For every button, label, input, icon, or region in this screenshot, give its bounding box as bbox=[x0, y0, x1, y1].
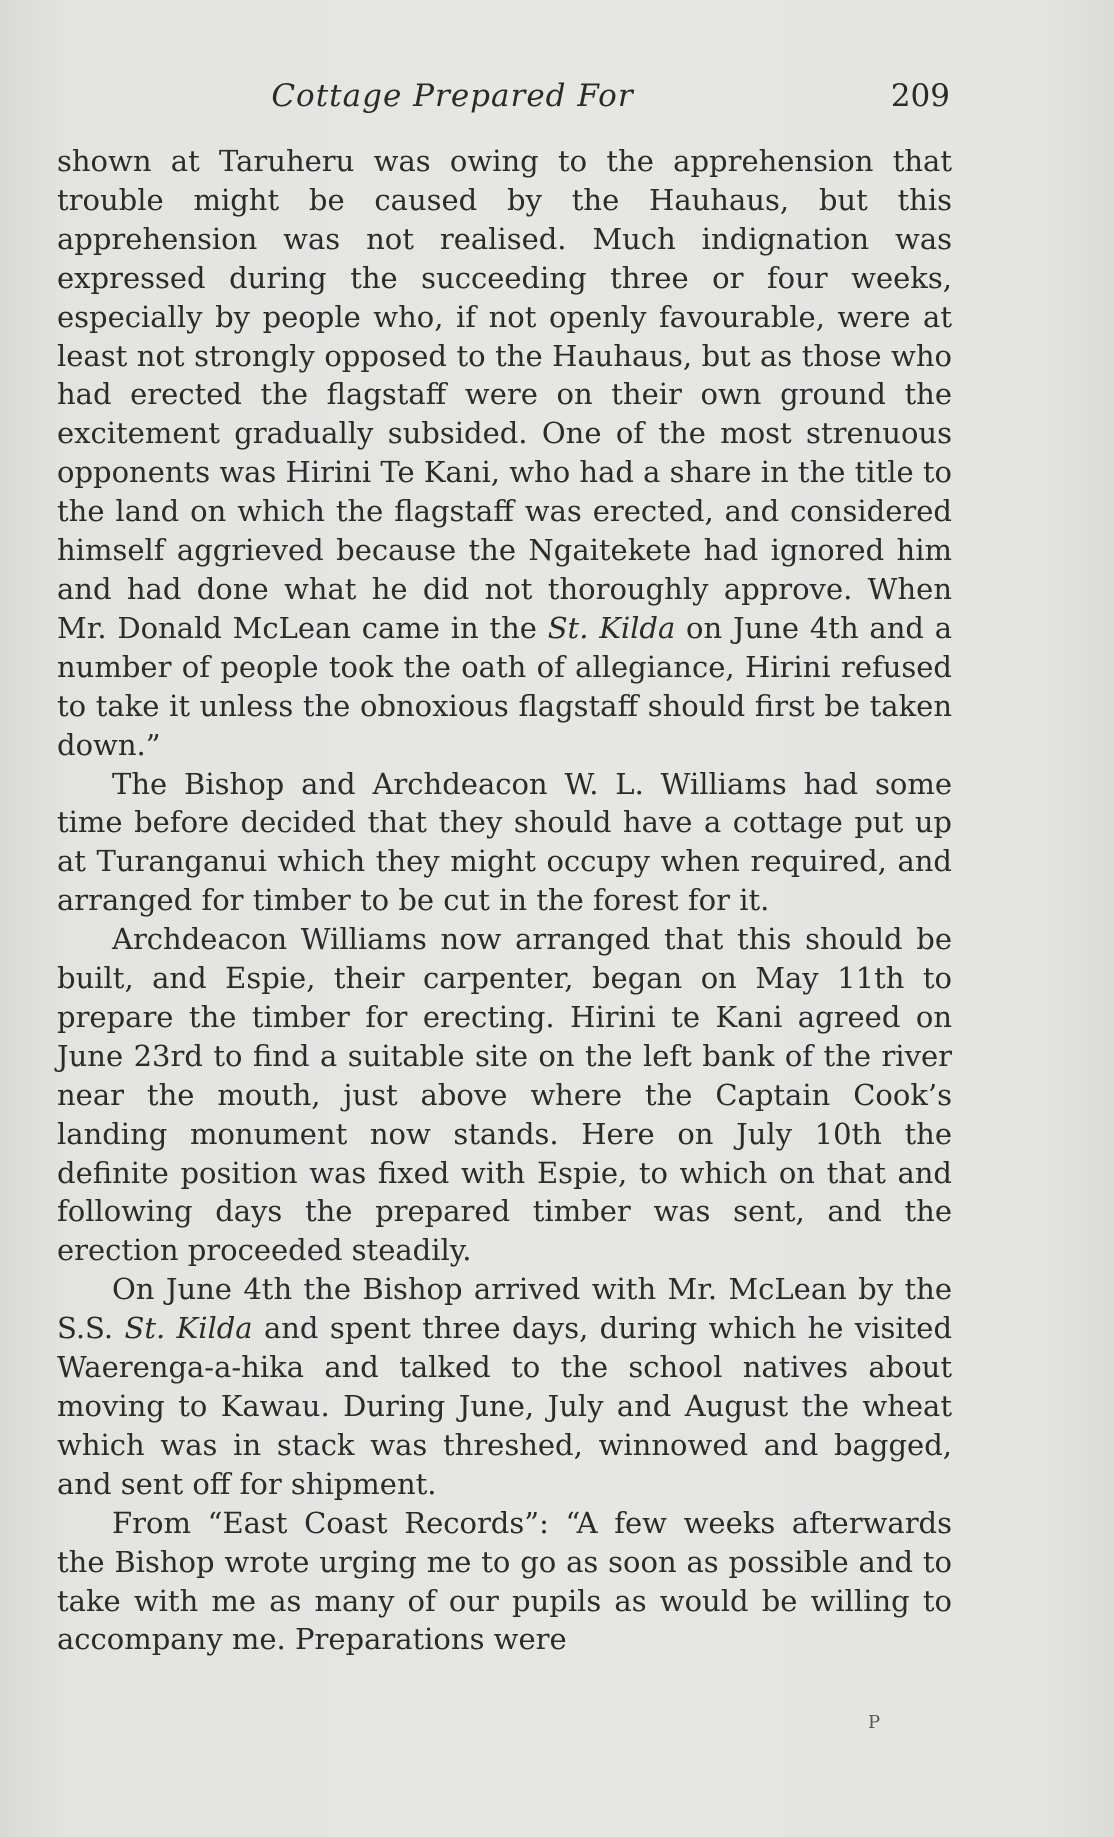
paragraph: Archdeacon Williams now arranged that this should be built, and Espie, their carpenter, began on May 11th to prepare the timber for erecting. Hirini te Kani agreed on June 23rd to find a suitable site on the left bank of the river near the mouth, just above where the Captain Cook’s landing monument now stands. Here on July 10th the definite position was fixed with Espie, to which on that and following days the prepared timber was sent, and the erection proceeded steadily. bbox=[57, 922, 952, 1268]
ship-name: St. Kilda bbox=[124, 1311, 253, 1346]
paragraph: shown at Taruheru was owing to the apprehension that trouble might be caused by the Hauhaus, but this apprehension was not realised. Much indignation was expressed during the succeeding three or four weeks, especially by people who, if not openly favourable, were at least not strongly opposed to the Hauhaus, but as those who had erected the flagstaff were on their own ground the excitement gradually subsided. One of the most strenuous opponents was Hirini Te Kani, who had a share in the title to the land on which the flagstaff was erected, and considered himself aggrieved because the Ngaitekete had ignored him and had done what he did not thoroughly approve. When Mr. Donald McLean came in the St. Kilda on June 4th and a number of people took the oath of allegiance, Hirini refused to take it unless the obnoxious flagstaff should first be taken down.” bbox=[57, 144, 952, 762]
printer-signature: P bbox=[868, 1712, 881, 1733]
ship-name: St. Kilda bbox=[547, 610, 676, 645]
running-header bbox=[60, 78, 950, 122]
paragraph: The Bishop and Archdeacon W. L. Williams had some time before decided that they should have a cottage put up at Turanganui which they might occupy when required, and arranged for timber to be cut in the forest for it. bbox=[57, 766, 952, 918]
running-title: Cottage Prepared For bbox=[271, 78, 634, 114]
paragraph: On June 4th the Bishop arrived with Mr. McLean by the S.S. St. Kilda and spent three days, during which he visited Waerenga-a-hika and talked to the school natives about moving to Kawau. During June, July and August the wheat which was in stack was threshed, winnowed and bagged, and sent off for shipment. bbox=[57, 1272, 953, 1501]
page-number: 209 bbox=[890, 78, 950, 114]
paragraph: From “East Coast Records”: “A few weeks afterwards the Bishop wrote urging me to go as soon as possible and to take with me as many of our pupils as would be willing to accompany me. Preparations were bbox=[57, 1505, 952, 1657]
body-text bbox=[57, 142, 952, 1659]
